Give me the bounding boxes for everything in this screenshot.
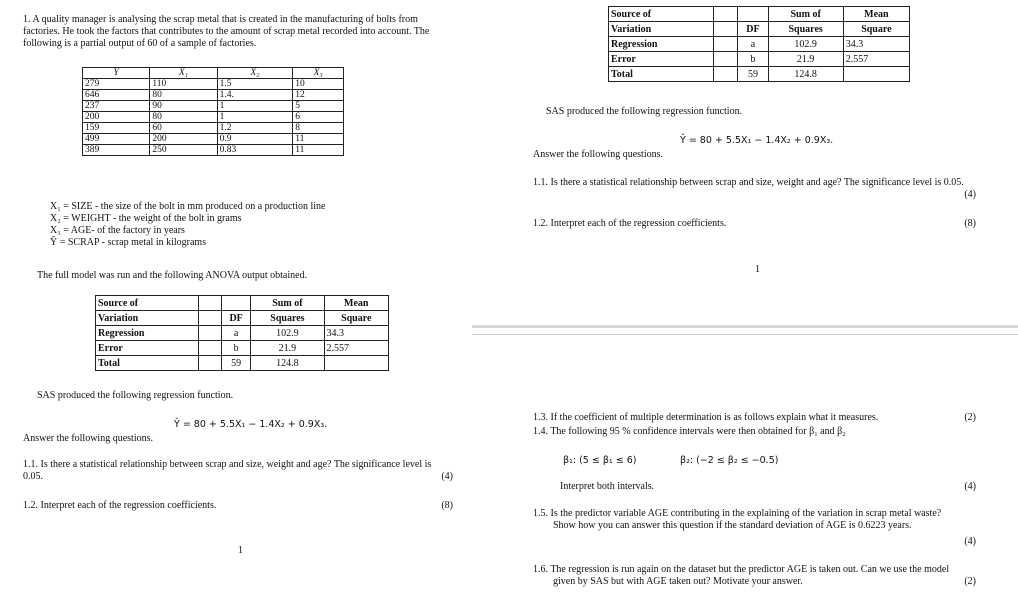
col-header-x3: X₃ — [293, 68, 344, 79]
q1-6: 1.6. The regression is run again on the dataset but the predictor AGE is taken out. Can we use the model given by SAS but with AGE taken out? Motivate your answer. (2) — [533, 564, 976, 587]
beta2-interval: β₂: (−2 ≤ β₂ ≤ −0.5) — [680, 455, 779, 466]
anova-left-cell: Regression — [96, 326, 199, 341]
q1-1-right: 1.1. Is there a statistical relationship between scrap and size, weight and age? The significance level is 0.05. (4) — [533, 177, 976, 200]
q1-2-left: 1.2. Interpret each of the regression coefficients. (8) — [23, 500, 453, 511]
sas-text-right: SAS produced the following regression function. — [546, 106, 743, 117]
table-cell: 11 — [293, 145, 344, 156]
full-model-text: The full model was run and the following ANOVA output obtained. — [37, 270, 308, 281]
q1-1-marks-right: (4) — [964, 189, 976, 200]
anova-right-data-row — [609, 37, 910, 52]
anova-right-cell — [843, 67, 909, 82]
table-cell: 646 — [83, 90, 150, 101]
anova-left-cell: 34.3 — [324, 326, 388, 341]
q1-4: 1.4. The following 95 % confidence intervals were then obtained for β₁ and β₂ — [533, 426, 846, 437]
var-def-x1: X₁ = SIZE - the size of the bolt in mm produced on a production line — [50, 201, 326, 212]
q1-6-marks: (2) — [964, 576, 976, 587]
table-cell: 1.5 — [217, 79, 293, 90]
q1-2-marks-right: (8) — [964, 218, 976, 229]
table-cell: 279 — [83, 79, 150, 90]
anova-left-cell — [198, 341, 221, 356]
anova-right-cell: Error — [609, 52, 714, 67]
table-row — [83, 145, 344, 156]
table-cell: 60 — [150, 123, 217, 134]
table-row — [83, 101, 344, 112]
anova-right-cell: Sum of — [768, 7, 843, 22]
anova-left-cell: Square — [324, 311, 388, 326]
anova-left-cell: 102.9 — [251, 326, 324, 341]
table-cell: 10 — [293, 79, 344, 90]
anova-right-data-row — [609, 67, 910, 82]
table-cell: 250 — [150, 145, 217, 156]
interpret-marks: (4) — [964, 481, 976, 492]
page-number-right: 1 — [755, 264, 760, 275]
anova-right-cell: 34.3 — [843, 37, 909, 52]
anova-table-right — [608, 6, 910, 82]
table-cell: 12 — [293, 90, 344, 101]
anova-right-cell — [714, 67, 738, 82]
table-row — [83, 123, 344, 134]
anova-right-cell: a — [738, 37, 768, 52]
question-intro: 1. A quality manager is analysing the scrap metal that is created in the manufacturing of bolts from factories. He took the factors that contributes to the amount of scrap metal recorded into account. The following is a partial output of 60 of a sample of factories. — [23, 14, 430, 49]
page-divider-line — [472, 334, 1018, 335]
anova-right-cell — [714, 7, 738, 22]
anova-left-cell: Squares — [251, 311, 324, 326]
anova-right-cell: Regression — [609, 37, 714, 52]
anova-right-cell — [714, 52, 738, 67]
anova-left-cell: Source of — [96, 296, 199, 311]
table-row — [83, 112, 344, 123]
anova-right-cell — [714, 37, 738, 52]
anova-left-cell: a — [221, 326, 250, 341]
anova-right-cell: Squares — [768, 22, 843, 37]
anova-left-cell: Mean — [324, 296, 388, 311]
table-cell: 5 — [293, 101, 344, 112]
q1-1-marks-left: (4) — [441, 471, 453, 482]
anova-left-cell: b — [221, 341, 250, 356]
var-def-x3: X₃ = AGE- of the factory in years — [50, 225, 185, 236]
anova-right-cell: 124.8 — [768, 67, 843, 82]
beta1-interval: β₁: (5 ≤ β₁ ≤ 6) — [563, 455, 637, 466]
anova-table-left — [95, 295, 389, 371]
col-header-y: Y — [83, 68, 150, 79]
variable-definitions — [50, 201, 450, 249]
anova-right-cell — [714, 22, 738, 37]
q1-3: 1.3. If the coefficient of multiple determination is as follows explain what it measures. (2) — [533, 412, 976, 423]
table-cell: 200 — [83, 112, 150, 123]
table-cell: 237 — [83, 101, 150, 112]
anova-right-cell: Source of — [609, 7, 714, 22]
anova-left-cell: Variation — [96, 311, 199, 326]
anova-left-data-row — [96, 326, 389, 341]
anova-left-cell: 124.8 — [251, 356, 324, 371]
anova-right-cell: Square — [843, 22, 909, 37]
col-header-x1: X₁ — [150, 68, 217, 79]
var-def-x2: X₂ = WEIGHT - the weight of the bolt in grams — [50, 213, 242, 224]
table-cell: 110 — [150, 79, 217, 90]
table-header-row — [83, 68, 344, 79]
anova-right-cell: 21.9 — [768, 52, 843, 67]
table-cell: 159 — [83, 123, 150, 134]
anova-left-cell: DF — [221, 311, 250, 326]
q1-5: 1.5. Is the predictor variable AGE contributing in the explaining of the variation in scrap metal waste? Show how you can answer this question if the standard deviation of AGE is 0.6223 years. (4) — [533, 508, 976, 547]
anova-right-cell: 2.557 — [843, 52, 909, 67]
table-cell: 1 — [217, 101, 293, 112]
q1-1-left: 1.1. Is there a statistical relationship between scrap and size, weight and age? The significance level is 0.05. (4) — [23, 459, 453, 482]
anova-left-data-row — [96, 356, 389, 371]
anova-right-cell: Variation — [609, 22, 714, 37]
table-cell: 90 — [150, 101, 217, 112]
table-cell: 1.2 — [217, 123, 293, 134]
q1-2-marks-left: (8) — [441, 500, 453, 511]
anova-left-cell: Sum of — [251, 296, 324, 311]
table-cell: 389 — [83, 145, 150, 156]
regression-equation-right: Ŷ = 80 + 5.5X₁ − 1.4X₂ + 0.9X₃. — [680, 135, 834, 146]
anova-left-cell — [324, 356, 388, 371]
anova-left-cell: Error — [96, 341, 199, 356]
sas-text-left: SAS produced the following regression function. — [37, 390, 234, 401]
page-number-left: 1 — [238, 545, 243, 556]
anova-left-cell: 59 — [221, 356, 250, 371]
var-def-yhat: Ŷ = SCRAP - scrap metal in kilograms — [50, 237, 207, 248]
anova-left-cell — [198, 296, 221, 311]
answer-text-left: Answer the following questions. — [23, 433, 153, 444]
table-cell: 6 — [293, 112, 344, 123]
anova-left-cell — [198, 311, 221, 326]
anova-left-cell: 21.9 — [251, 341, 324, 356]
anova-left-cell: 2.557 — [324, 341, 388, 356]
table-cell: 1 — [217, 112, 293, 123]
q1-5-marks: (4) — [964, 536, 976, 547]
table-cell: 11 — [293, 134, 344, 145]
anova-left-row — [96, 311, 389, 326]
anova-right-cell: b — [738, 52, 768, 67]
anova-left-cell — [198, 326, 221, 341]
anova-left-data-row — [96, 341, 389, 356]
table-cell: 80 — [150, 90, 217, 101]
interpret-intervals: Interpret both intervals. (4) — [560, 481, 976, 492]
anova-right-cell: Mean — [843, 7, 909, 22]
table-cell: 0.9 — [217, 134, 293, 145]
table-row — [83, 134, 344, 145]
col-header-x2: X₂ — [217, 68, 293, 79]
table-row — [83, 79, 344, 90]
table-cell: 200 — [150, 134, 217, 145]
anova-right-row — [609, 22, 910, 37]
table-row — [83, 90, 344, 101]
q1-3-marks: (2) — [964, 412, 976, 423]
anova-right-data-row — [609, 52, 910, 67]
table-cell: 1.4. — [217, 90, 293, 101]
page-divider — [472, 325, 1018, 328]
sample-data-table — [82, 67, 344, 156]
anova-right-cell: Total — [609, 67, 714, 82]
regression-equation-left: Ŷ = 80 + 5.5X₁ − 1.4X₂ + 0.9X₃. — [174, 419, 328, 430]
anova-right-cell: 59 — [738, 67, 768, 82]
anova-right-row — [609, 7, 910, 22]
anova-left-row — [96, 296, 389, 311]
table-cell: 499 — [83, 134, 150, 145]
anova-right-cell: DF — [738, 22, 768, 37]
anova-left-cell: Total — [96, 356, 199, 371]
anova-left-cell — [221, 296, 250, 311]
table-cell: 0.83 — [217, 145, 293, 156]
table-cell: 80 — [150, 112, 217, 123]
anova-left-cell — [198, 356, 221, 371]
answer-text-right: Answer the following questions. — [533, 149, 663, 160]
anova-right-cell: 102.9 — [768, 37, 843, 52]
q1-2-right: 1.2. Interpret each of the regression coefficients. (8) — [533, 218, 976, 229]
table-cell: 8 — [293, 123, 344, 134]
anova-right-cell — [738, 7, 768, 22]
